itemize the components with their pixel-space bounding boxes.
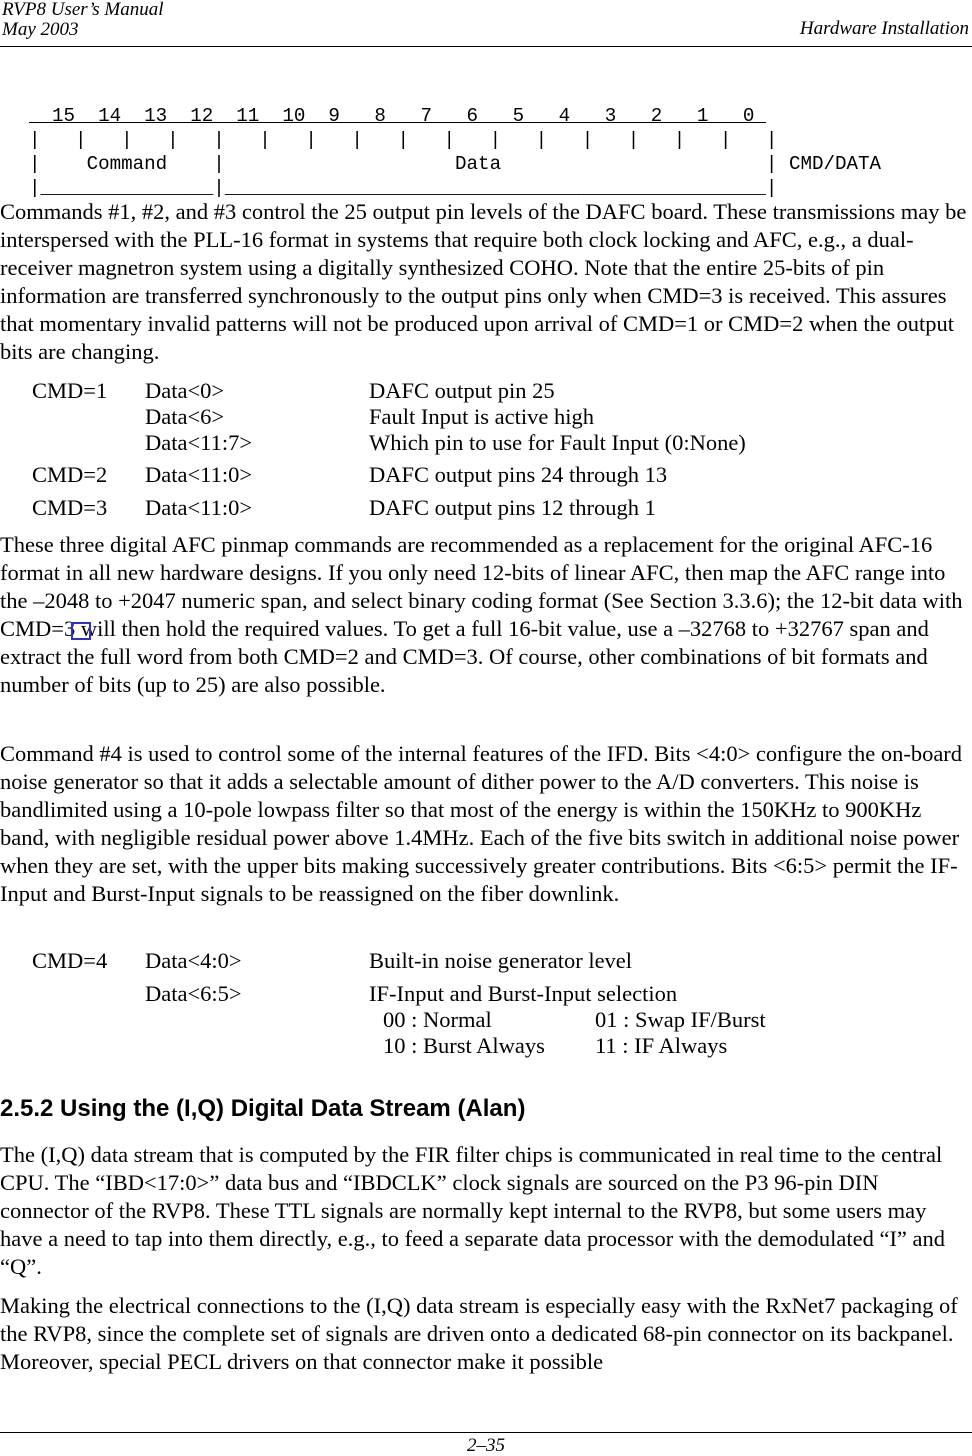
cmd-desc: DAFC output pins 24 through 13 [369,462,668,487]
page-number: 2–35 [467,1435,505,1456]
cmd-label: CMD=3 [32,495,108,520]
field-base: |_______________|_______________________________________________| [29,177,778,199]
cmd-field: Data<11:7> [145,430,253,455]
manual-date: May 2003 [2,19,79,40]
paragraph-pinmap: These three digital AFC pinmap commands are recommended as a replacement for the original AFC-16 format in all new hardware designs. If you only need 12-bits of linear AFC, then map the AFC range into the –2048 to +2047 numeric span, and select binary coding format (See Section 3.3.6); the 12-bit data with CMD=3 will then hold the required values. To get a full 16-bit value, use a –32768 to +32767 span and extract the full word from both CMD=2 and CMD=3. Of course, other combinations of bit formats and number of bits (up to 25) are also possible. [0,532,963,697]
option-01: 01 : Swap IF/Burst [595,1007,766,1032]
cmd-desc: Which pin to use for Fault Input (0:None) [369,430,746,455]
field-labels: | Command | Data | CMD/DATA [29,153,882,175]
page-header [0,0,972,47]
option-00: 00 : Normal [383,1007,492,1032]
cmd-field: Data<11:0> [145,495,253,520]
section-heading: 2.5.2 Using the (I,Q) Digital Data Stream (Alan) [0,1095,526,1122]
cmd-field: Data<6> [145,404,225,429]
bit-numbers: 15 14 13 12 11 10 9 8 7 6 5 4 3 2 1 0 [29,105,766,127]
footer-rule [0,1432,972,1433]
cmd-field: Data<11:0> [145,462,253,487]
cmd-label: CMD=1 [32,378,108,403]
cmd-field: Data<4:0> [145,948,242,973]
paragraph-command-4: Command #4 is used to control some of the internal features of the IFD. Bits <4:0> configure the on-board noise generator so that it adds a selectable amount of dither power to the A/D converters. This noise is bandlimited using a 10-pole lowpass filter so that most of the energy is within the 150KHz to 900KHz band, with negligible residual power above 1.4MHz. Each of the five bits switch in additional noise power when they are set, with the upper bits making successively greater contributions. Bits <6:5> permit the IF-Input and Burst-Input signals to be reassigned on the fiber downlink. [0,741,963,906]
header-section: Hardware Installation [799,18,969,39]
bit-diagram [29,104,881,200]
cmd-desc: DAFC output pins 12 through 1 [369,495,656,520]
option-11: 11 : IF Always [595,1033,728,1058]
cmd-field: Data<6:5> [145,981,242,1006]
cmd-desc: DAFC output pin 25 [369,378,555,403]
bit-ticks: | | | | | | | | | | | | | | | | | [29,129,778,151]
cmd-desc: IF-Input and Burst-Input selection [369,981,678,1006]
cmd-label: CMD=4 [32,948,108,973]
header-title [2,0,164,40]
paragraph-commands: Commands #1, #2, and #3 control the 25 output pin levels of the DAFC board. These transmissions may be interspersed with the PLL-16 format in systems that require both clock locking and AFC, e.g., a dual-receiver magnetron system using a digitally synthesized COHO. Note that the entire 25-bits of pin information are transferred synchronously to the output pins only when CMD=3 is received. This assures that momentary invalid patterns will not be produced upon arrival of CMD=1 or CMD=2 when the output bits are changing. [0,199,967,364]
cmd-label: CMD=2 [32,462,108,487]
paragraph-iq-stream: The (I,Q) data stream that is computed by the FIR filter chips is communicated in real time to the central CPU. The “IBD<17:0>” data bus and “IBDCLK” clock signals are sourced on the P3 96-pin DIN connector of the RVP8. These TTL signals are normally kept internal to the RVP8, but some users may have a need to tap into them directly, e.g., to feed a separate data processor with the demodulated “I” and “Q”. [0,1142,946,1279]
annotation-box [71,622,91,640]
manual-title: RVP8 User’s Manual [2,0,164,20]
cmd-desc: Built-in noise generator level [369,948,633,973]
cmd-field: Data<0> [145,378,225,403]
cmd-desc: Fault Input is active high [369,404,594,429]
option-10: 10 : Burst Always [383,1033,545,1058]
paragraph-connections: Making the electrical connections to the (I,Q) data stream is especially easy with the RxNet7 packaging of the RVP8, since the complete set of signals are driven onto a dedicated 68-pin connector on its backpanel. Moreover, special PECL drivers on that connector make it possible [0,1293,958,1374]
